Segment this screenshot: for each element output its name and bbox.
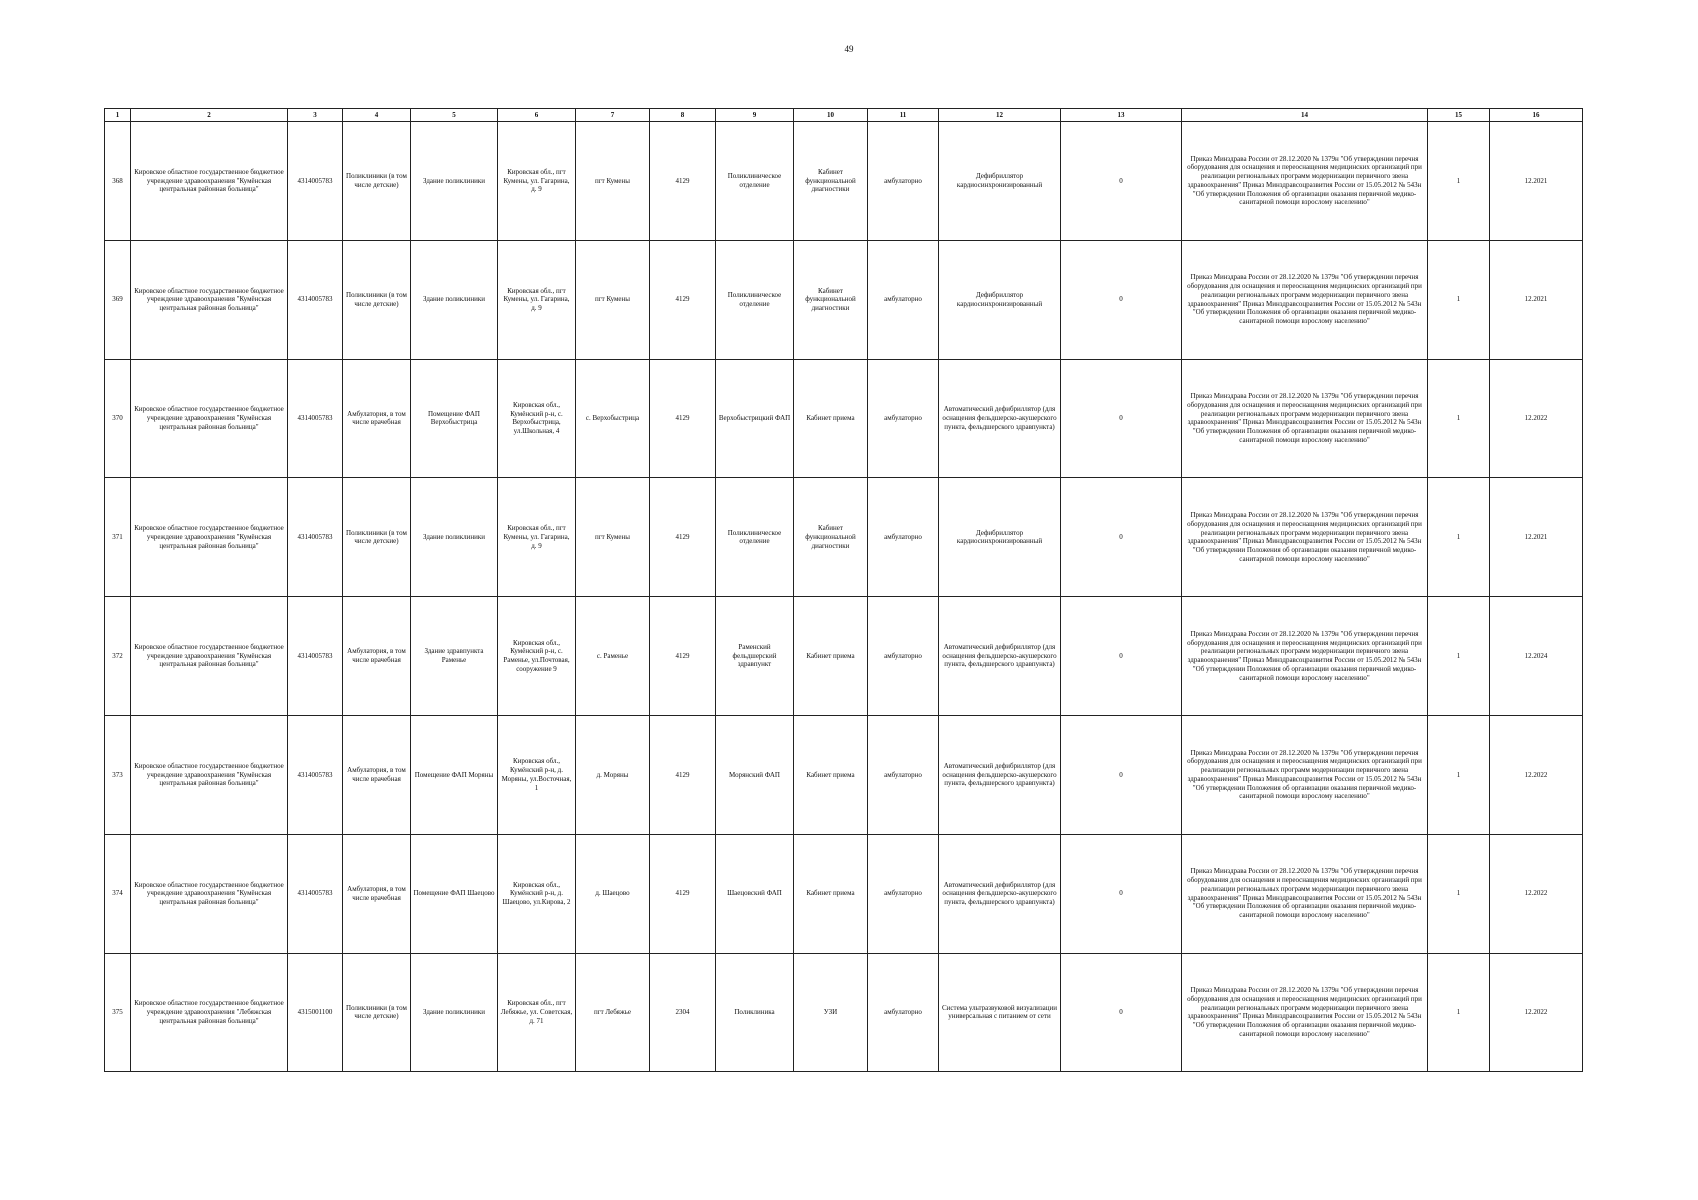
cell-equipment-name: Система ультразвуковой визуализации универсальная с питанием от сети: [939, 953, 1061, 1072]
cell-regulatory-basis: Приказ Минздрава России от 28.12.2020 № 1379н "Об утверждении перечня оборудования для оснащения и переоснащения медицинских организаций при реализации региональных программ модернизации первичного звена здравоохранения" Приказ Минздравсоцразвития России от 15.05.2012 № 543н "Об утверждении Положения об организации оказания первичной медико-санитарной помощи взрослому населению": [1182, 715, 1428, 834]
cell-settlement: пгт Лебяжье: [576, 953, 650, 1072]
cell-inn: 4314005783: [288, 359, 343, 478]
cell-required-quantity: 1: [1428, 597, 1490, 716]
cell-cabinet: УЗИ: [794, 953, 868, 1072]
cell-row-number: 368: [105, 122, 131, 241]
cell-row-number: 373: [105, 715, 131, 834]
cell-inn: 4315001100: [288, 953, 343, 1072]
cell-department: Раменский фельдшерский здравпункт: [716, 597, 794, 716]
table-row: [105, 597, 1583, 716]
cell-oktmo-code: 4129: [650, 834, 716, 953]
cell-equipment-name: Автоматический дефибриллятор (для оснащения фельдшерско-акушерского пункта, фельдшерского здравпункта): [939, 715, 1061, 834]
cell-settlement: пгт Кумены: [576, 240, 650, 359]
cell-delivery-date: 12.2022: [1490, 715, 1583, 834]
column-header: 8: [650, 109, 716, 122]
cell-required-quantity: 1: [1428, 478, 1490, 597]
cell-department: Поликлиника: [716, 953, 794, 1072]
cell-existing-quantity: 0: [1061, 122, 1182, 241]
cell-settlement: пгт Кумены: [576, 478, 650, 597]
cell-address: Кировская обл., пгт Кумены, ул. Гагарина, д. 9: [498, 240, 576, 359]
cell-department: Поликлиническое отделение: [716, 122, 794, 241]
cell-building: Здание поликлиники: [411, 240, 498, 359]
cell-facility-type: Поликлиники (в том числе детские): [343, 953, 411, 1072]
cell-delivery-date: 12.2021: [1490, 122, 1583, 241]
cell-row-number: 372: [105, 597, 131, 716]
cell-existing-quantity: 0: [1061, 359, 1182, 478]
cell-care-condition: амбулаторно: [868, 834, 939, 953]
table-row: [105, 122, 1583, 241]
cell-address: Кировская обл., Кумёнский р-н, д. Шаецово, ул.Кирова, 2: [498, 834, 576, 953]
column-header: 13: [1061, 109, 1182, 122]
table-body: [105, 122, 1583, 1072]
cell-settlement: д. Шаецово: [576, 834, 650, 953]
page-number: 49: [844, 44, 854, 54]
column-header: 16: [1490, 109, 1583, 122]
equipment-table: [104, 108, 1583, 1072]
cell-settlement: д. Моряны: [576, 715, 650, 834]
cell-regulatory-basis: Приказ Минздрава России от 28.12.2020 № 1379н "Об утверждении перечня оборудования для оснащения и переоснащения медицинских организаций при реализации региональных программ модернизации первичного звена здравоохранения" Приказ Минздравсоцразвития России от 15.05.2012 № 543н "Об утверждении Положения об организации оказания первичной медико-санитарной помощи взрослому населению": [1182, 953, 1428, 1072]
table-row: [105, 715, 1583, 834]
cell-cabinet: Кабинет функциональной диагностики: [794, 240, 868, 359]
cell-equipment-name: Автоматический дефибриллятор (для оснащения фельдшерско-акушерского пункта, фельдшерского здравпункта): [939, 834, 1061, 953]
cell-department: Шаецовский ФАП: [716, 834, 794, 953]
column-header: 4: [343, 109, 411, 122]
cell-cabinet: Кабинет функциональной диагностики: [794, 122, 868, 241]
column-header: 11: [868, 109, 939, 122]
cell-care-condition: амбулаторно: [868, 715, 939, 834]
column-header: 12: [939, 109, 1061, 122]
cell-existing-quantity: 0: [1061, 240, 1182, 359]
cell-delivery-date: 12.2021: [1490, 240, 1583, 359]
cell-settlement: с. Верхобыстрица: [576, 359, 650, 478]
cell-oktmo-code: 4129: [650, 715, 716, 834]
cell-building: Помещение ФАП Шаецово: [411, 834, 498, 953]
cell-row-number: 374: [105, 834, 131, 953]
column-header: 15: [1428, 109, 1490, 122]
cell-facility-type: Амбулатория, в том числе врачебная: [343, 359, 411, 478]
cell-regulatory-basis: Приказ Минздрава России от 28.12.2020 № 1379н "Об утверждении перечня оборудования для оснащения и переоснащения медицинских организаций при реализации региональных программ модернизации первичного звена здравоохранения" Приказ Минздравсоцразвития России от 15.05.2012 № 543н "Об утверждении Положения об организации оказания первичной медико-санитарной помощи взрослому населению": [1182, 834, 1428, 953]
cell-address: Кировская обл., пгт Кумены, ул. Гагарина, д. 9: [498, 122, 576, 241]
cell-care-condition: амбулаторно: [868, 478, 939, 597]
cell-equipment-name: Автоматический дефибриллятор (для оснащения фельдшерско-акушерского пункта, фельдшерского здравпункта): [939, 359, 1061, 478]
cell-delivery-date: 12.2022: [1490, 834, 1583, 953]
column-header: 2: [131, 109, 288, 122]
cell-regulatory-basis: Приказ Минздрава России от 28.12.2020 № 1379н "Об утверждении перечня оборудования для оснащения и переоснащения медицинских организаций при реализации региональных программ модернизации первичного звена здравоохранения" Приказ Минздравсоцразвития России от 15.05.2012 № 543н "Об утверждении Положения об организации оказания первичной медико-санитарной помощи взрослому населению": [1182, 122, 1428, 241]
cell-organization-name: Кировское областное государственное бюджетное учреждение здравоохранения "Лебяжская центральная районная больница": [131, 953, 288, 1072]
cell-address: Кировская обл., Кумёнский р-н, с. Верхобыстрица, ул.Школьная, 4: [498, 359, 576, 478]
cell-building: Помещение ФАП Моряны: [411, 715, 498, 834]
cell-oktmo-code: 2304: [650, 953, 716, 1072]
column-header: 10: [794, 109, 868, 122]
cell-row-number: 370: [105, 359, 131, 478]
cell-care-condition: амбулаторно: [868, 597, 939, 716]
cell-inn: 4314005783: [288, 715, 343, 834]
cell-inn: 4314005783: [288, 122, 343, 241]
cell-cabinet: Кабинет функциональной диагностики: [794, 478, 868, 597]
column-header: 9: [716, 109, 794, 122]
cell-organization-name: Кировское областное государственное бюджетное учреждение здравоохранения "Кумёнская центральная районная больница": [131, 359, 288, 478]
cell-required-quantity: 1: [1428, 953, 1490, 1072]
cell-care-condition: амбулаторно: [868, 953, 939, 1072]
cell-row-number: 375: [105, 953, 131, 1072]
table-row: [105, 359, 1583, 478]
cell-oktmo-code: 4129: [650, 359, 716, 478]
cell-cabinet: Кабинет приема: [794, 359, 868, 478]
cell-care-condition: амбулаторно: [868, 122, 939, 241]
column-header: 3: [288, 109, 343, 122]
cell-delivery-date: 12.2024: [1490, 597, 1583, 716]
cell-equipment-name: Дефибриллятор кардиосинхронизированный: [939, 478, 1061, 597]
cell-inn: 4314005783: [288, 240, 343, 359]
cell-facility-type: Поликлиники (в том числе детские): [343, 122, 411, 241]
cell-address: Кировская обл., пгт Лебяжье, ул. Советская, д. 71: [498, 953, 576, 1072]
column-number-row: [105, 109, 1583, 122]
cell-required-quantity: 1: [1428, 834, 1490, 953]
column-header: 5: [411, 109, 498, 122]
cell-department: Морянский ФАП: [716, 715, 794, 834]
cell-cabinet: Кабинет приема: [794, 597, 868, 716]
cell-address: Кировская обл., Кумёнский р-н, с. Раменье, ул.Почтовая, сооружение 9: [498, 597, 576, 716]
column-header: 6: [498, 109, 576, 122]
table-row: [105, 478, 1583, 597]
cell-cabinet: Кабинет приема: [794, 715, 868, 834]
cell-required-quantity: 1: [1428, 240, 1490, 359]
cell-settlement: пгт Кумены: [576, 122, 650, 241]
cell-equipment-name: Автоматический дефибриллятор (для оснащения фельдшерско-акушерского пункта, фельдшерского здравпункта): [939, 597, 1061, 716]
cell-organization-name: Кировское областное государственное бюджетное учреждение здравоохранения "Кумёнская центральная районная больница": [131, 478, 288, 597]
cell-settlement: с. Раменье: [576, 597, 650, 716]
cell-inn: 4314005783: [288, 834, 343, 953]
cell-oktmo-code: 4129: [650, 240, 716, 359]
column-header: 14: [1182, 109, 1428, 122]
cell-existing-quantity: 0: [1061, 478, 1182, 597]
cell-care-condition: амбулаторно: [868, 359, 939, 478]
cell-organization-name: Кировское областное государственное бюджетное учреждение здравоохранения "Кумёнская центральная районная больница": [131, 240, 288, 359]
cell-equipment-name: Дефибриллятор кардиосинхронизированный: [939, 122, 1061, 241]
cell-department: Верхобыстрицкий ФАП: [716, 359, 794, 478]
column-header: 1: [105, 109, 131, 122]
cell-facility-type: Амбулатория, в том числе врачебная: [343, 834, 411, 953]
table-row: [105, 240, 1583, 359]
cell-existing-quantity: 0: [1061, 953, 1182, 1072]
cell-delivery-date: 12.2022: [1490, 359, 1583, 478]
cell-organization-name: Кировское областное государственное бюджетное учреждение здравоохранения "Кумёнская центральная районная больница": [131, 834, 288, 953]
cell-oktmo-code: 4129: [650, 122, 716, 241]
cell-existing-quantity: 0: [1061, 597, 1182, 716]
cell-facility-type: Амбулатория, в том числе врачебная: [343, 597, 411, 716]
cell-organization-name: Кировское областное государственное бюджетное учреждение здравоохранения "Кумёнская центральная районная больница": [131, 597, 288, 716]
cell-building: Здание здравпункта Раменье: [411, 597, 498, 716]
cell-existing-quantity: 0: [1061, 834, 1182, 953]
cell-address: Кировская обл., пгт Кумены, ул. Гагарина, д. 9: [498, 478, 576, 597]
cell-regulatory-basis: Приказ Минздрава России от 28.12.2020 № 1379н "Об утверждении перечня оборудования для оснащения и переоснащения медицинских организаций при реализации региональных программ модернизации первичного звена здравоохранения" Приказ Минздравсоцразвития России от 15.05.2012 № 543н "Об утверждении Положения об организации оказания первичной медико-санитарной помощи взрослому населению": [1182, 359, 1428, 478]
table-row: [105, 953, 1583, 1072]
cell-required-quantity: 1: [1428, 122, 1490, 241]
cell-inn: 4314005783: [288, 597, 343, 716]
cell-department: Поликлиническое отделение: [716, 240, 794, 359]
cell-regulatory-basis: Приказ Минздрава России от 28.12.2020 № 1379н "Об утверждении перечня оборудования для оснащения и переоснащения медицинских организаций при реализации региональных программ модернизации первичного звена здравоохранения" Приказ Минздравсоцразвития России от 15.05.2012 № 543н "Об утверждении Положения об организации оказания первичной медико-санитарной помощи взрослому населению": [1182, 597, 1428, 716]
column-header: 7: [576, 109, 650, 122]
cell-regulatory-basis: Приказ Минздрава России от 28.12.2020 № 1379н "Об утверждении перечня оборудования для оснащения и переоснащения медицинских организаций при реализации региональных программ модернизации первичного звена здравоохранения" Приказ Минздравсоцразвития России от 15.05.2012 № 543н "Об утверждении Положения об организации оказания первичной медико-санитарной помощи взрослому населению": [1182, 240, 1428, 359]
cell-care-condition: амбулаторно: [868, 240, 939, 359]
cell-facility-type: Поликлиники (в том числе детские): [343, 240, 411, 359]
cell-facility-type: Амбулатория, в том числе врачебная: [343, 715, 411, 834]
cell-row-number: 369: [105, 240, 131, 359]
cell-inn: 4314005783: [288, 478, 343, 597]
cell-facility-type: Поликлиники (в том числе детские): [343, 478, 411, 597]
cell-organization-name: Кировское областное государственное бюджетное учреждение здравоохранения "Кумёнская центральная районная больница": [131, 122, 288, 241]
table-row: [105, 834, 1583, 953]
cell-address: Кировская обл., Кумёнский р-н, д. Моряны, ул.Восточная, 1: [498, 715, 576, 834]
cell-department: Поликлиническое отделение: [716, 478, 794, 597]
cell-building: Здание поликлиники: [411, 122, 498, 241]
cell-equipment-name: Дефибриллятор кардиосинхронизированный: [939, 240, 1061, 359]
cell-delivery-date: 12.2021: [1490, 478, 1583, 597]
cell-oktmo-code: 4129: [650, 597, 716, 716]
cell-delivery-date: 12.2022: [1490, 953, 1583, 1072]
cell-existing-quantity: 0: [1061, 715, 1182, 834]
cell-regulatory-basis: Приказ Минздрава России от 28.12.2020 № 1379н "Об утверждении перечня оборудования для оснащения и переоснащения медицинских организаций при реализации региональных программ модернизации первичного звена здравоохранения" Приказ Минздравсоцразвития России от 15.05.2012 № 543н "Об утверждении Положения об организации оказания первичной медико-санитарной помощи взрослому населению": [1182, 478, 1428, 597]
cell-required-quantity: 1: [1428, 715, 1490, 834]
cell-organization-name: Кировское областное государственное бюджетное учреждение здравоохранения "Кумёнская центральная районная больница": [131, 715, 288, 834]
cell-required-quantity: 1: [1428, 359, 1490, 478]
cell-building: Помещение ФАП Верхобыстрица: [411, 359, 498, 478]
cell-oktmo-code: 4129: [650, 478, 716, 597]
cell-building: Здание поликлиники: [411, 478, 498, 597]
cell-building: Здание поликлиники: [411, 953, 498, 1072]
cell-cabinet: Кабинет приема: [794, 834, 868, 953]
cell-row-number: 371: [105, 478, 131, 597]
